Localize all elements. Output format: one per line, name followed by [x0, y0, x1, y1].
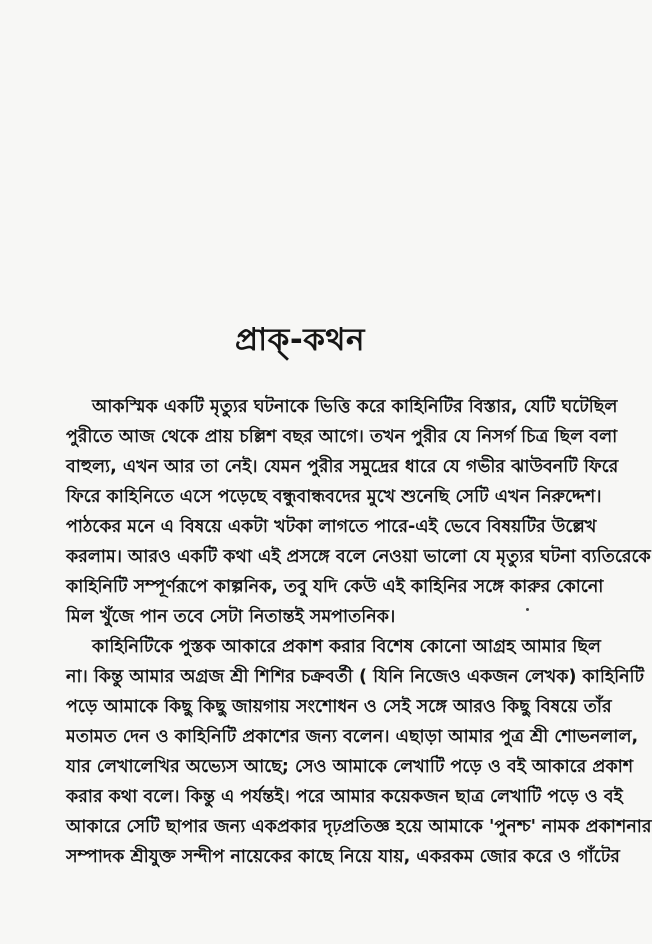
text-line: মতামত দেন ও কাহিনিটি প্রকাশের জন্য বলেন। এছাড়া আমার পুত্র শ্রী শোভনলাল,: [66, 727, 639, 747]
chapter-title: প্রাক্-কথন: [235, 322, 365, 358]
text-line: করলাম। আরও একটি কথা এই প্রসঙ্গে বলে নেওয়া ভালো যে মৃত্যুর ঘটনা ব্যতিরেকে: [66, 547, 651, 567]
text-line: ফিরে কাহিনিতে এসে পড়েছে বন্ধুবান্ধবদের মুখে শুনেছি সেটি এখন নিরুদ্দেশ।: [66, 487, 602, 507]
scan-speck: [526, 608, 529, 611]
body-text: [66, 392, 652, 872]
text-line: বাহুল্য, এখন আর তা নেই। যেমন পুরীর সমুদ্রের ধারে যে গভীর ঝাউবনটি ফিরে: [66, 457, 619, 477]
paragraph-1: [66, 392, 651, 632]
text-line: না। কিন্তু আমার অগ্রজ শ্রী শিশির চক্রবর্তী ( যিনি নিজেও একজন লেখক) কাহিনিটি: [66, 667, 645, 687]
paragraph-2: [66, 632, 652, 872]
text-line: পাঠকের মনে এ বিষয়ে একটা খটকা লাগতে পারে-এই ভেবে বিষয়টির উল্লেখ: [66, 517, 597, 537]
text-line: আকারে সেটি ছাপার জন্য একপ্রকার দৃঢ়প্রতিজ্ঞ হয়ে আমাকে 'পুনশ্চ' নামক প্রকাশনার: [66, 817, 652, 837]
text-line: পড়ে আমাকে কিছু কিছু জায়গায় সংশোধন ও সেই সঙ্গে আরও কিছু বিষয়ে তাঁর: [66, 697, 612, 717]
text-line: কাহিনিটিকে পুস্তক আকারে প্রকাশ করার বিশেষ কোনো আগ্রহ আমার ছিল: [92, 637, 601, 657]
text-line: আকস্মিক একটি মৃত্যুর ঘটনাকে ভিত্তি করে কাহিনিটির বিস্তার, যেটি ঘটেছিল: [92, 397, 618, 417]
text-line: সম্পাদক শ্রীযুক্ত সন্দীপ নায়েকের কাছে নিয়ে যায়, একরকম জোর করে ও গাঁটের: [66, 847, 620, 867]
text-line: মিল খুঁজে পান তবে সেটা নিতান্তই সমপাতনিক।: [66, 607, 396, 627]
text-line: যার লেখালেখির অভ্যেস আছে; সেও আমাকে লেখাটি পড়ে ও বই আকারে প্রকাশ: [66, 757, 634, 777]
text-line: পুরীতে আজ থেকে প্রায় চল্লিশ বছর আগে। তখন পুরীর যে নিসর্গ চিত্র ছিল বলা: [66, 427, 618, 447]
text-line: কাহিনিটি সম্পূর্ণরূপে কাল্পনিক, তবু যদি কেউ এই কাহিনির সঙ্গে কারুর কোনো: [66, 577, 604, 597]
text-line: করার কথা বলে। কিন্তু এ পর্যন্তই। পরে আমার কয়েকজন ছাত্র লেখাটি পড়ে ও বই: [66, 787, 623, 807]
